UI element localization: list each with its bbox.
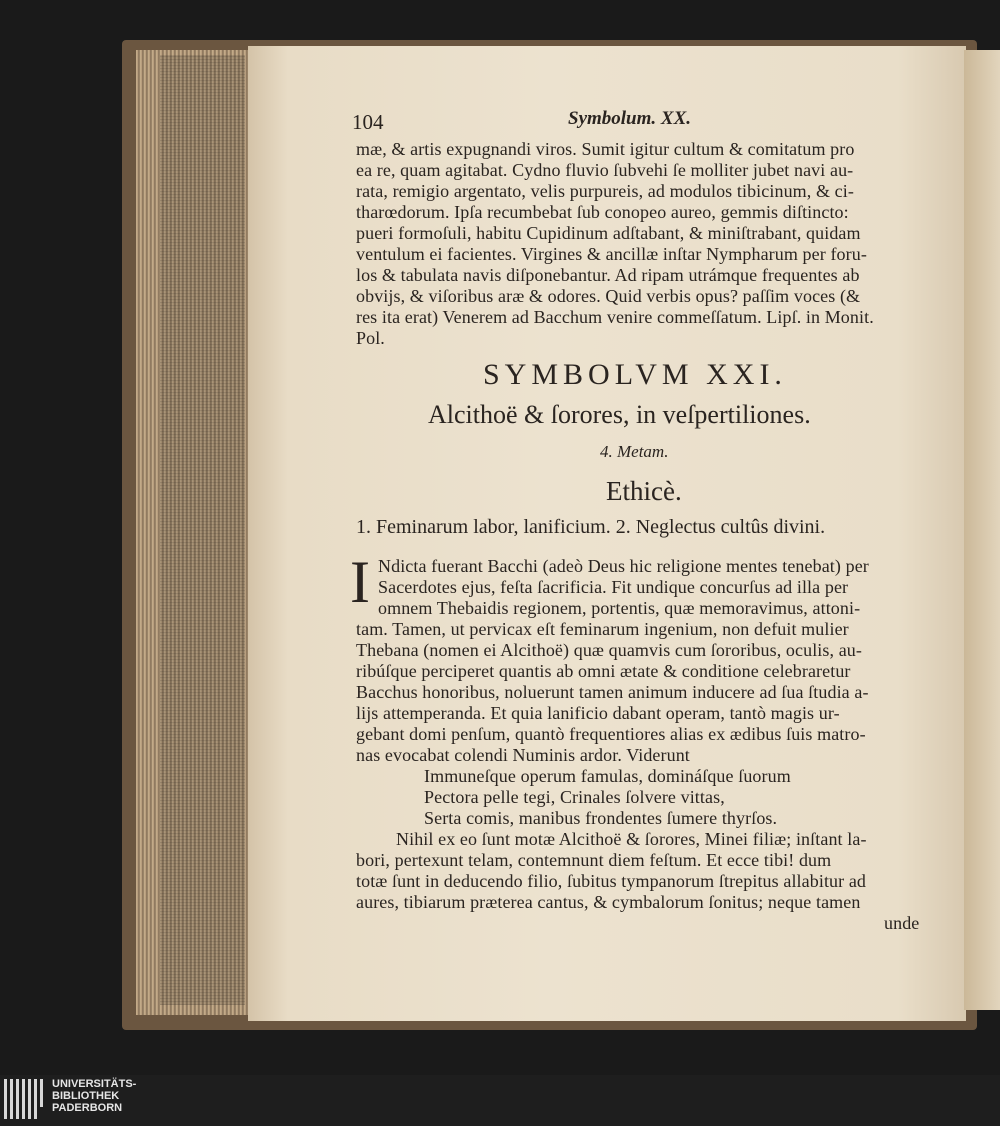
verse-line: Immuneſque operum famulas, domináſque ſuorum — [424, 766, 791, 786]
symbol-title: SYMBOLVM XXI. — [483, 358, 787, 391]
text-line: Pol. — [356, 328, 385, 348]
topic-points: 1. Feminarum labor, lanificium. 2. Neglectus cultûs divini. — [356, 516, 826, 538]
text-line: obvijs, & viſoribus aræ & odores. Quid verbis opus? paſſim voces (& — [356, 286, 861, 306]
symbol-subtitle: Alcithoë & ſorores, in veſpertiliones. — [428, 400, 811, 429]
catchword: unde — [884, 913, 920, 933]
logo-line: BIBLIOTHEK — [52, 1090, 120, 1102]
section-heading: Ethicè. — [606, 476, 682, 506]
text-line: totæ ſunt in deducendo filio, ſubitus tympanorum ſtrepitus allabitur ad — [356, 871, 867, 891]
logo-line: PADERBORN — [52, 1102, 123, 1114]
text-line: los & tabulata navis diſponebantur. Ad ripam utrámque frequentes ab — [356, 265, 860, 285]
text-line: tharœdorum. Ipſa recumbebat ſub conopeo aureo, gemmis diſtinctо: — [356, 202, 849, 222]
source-reference: 4. Metam. — [600, 442, 669, 461]
library-logo-icon — [4, 1079, 48, 1123]
facing-page-edge — [964, 50, 1000, 1010]
text-line: mæ, & artis expugnandi viros. Sumit igitur cultum & comitatum pro — [356, 139, 855, 159]
text-line: Nihil ex eo ſunt motæ Alcithoë & ſorores, Minei filiæ; inſtant la- — [396, 829, 867, 849]
text-line: ea re, quam agitabat. Cydno fluvio ſubvehi ſe molliter jubet navi au- — [356, 160, 854, 180]
library-logo-text — [52, 1078, 136, 1114]
text-line: rata, remigio argentato, velis purpureis, ad modulos tibicinum, & ci- — [356, 181, 854, 201]
running-title: Symbolum. XX. — [568, 108, 691, 129]
footer-bar — [0, 1075, 1000, 1126]
text-line: ventulum ei facientes. Virgines & ancillæ inſtar Nympharum per foru- — [356, 244, 867, 264]
text-line: Thebana (nomen ei Alcithoë) quæ quamvis cum ſororibus, oculis, au- — [356, 640, 862, 660]
text-line: res ita erat) Venerem ad Bacchum venire commeſſatum. Lipſ. in Monit. — [356, 307, 874, 327]
drop-cap: I — [350, 549, 370, 615]
text-line: Sacerdotes ejus, feſta ſacrificia. Fit undique concurſus ad illa per — [378, 577, 849, 597]
page-edge-shading — [160, 55, 245, 1005]
verse-line: Pectora pelle tegi, Crinales ſolvere vittas, — [424, 787, 725, 807]
text-line: ribúſque perciperet quantis ab omni ætate & conditione celebraretur — [356, 661, 851, 681]
verse-line: Serta comis, manibus frondentes ſumere thyrſos. — [424, 808, 778, 828]
page-number: 104 — [352, 110, 384, 134]
logo-line: UNIVERSITÄTS- — [52, 1078, 137, 1090]
text-line: aures, tibiarum præterea cantus, & cymbalorum ſonitus; neque tamen — [356, 892, 861, 912]
text-line: tam. Tamen, ut pervicax eſt feminarum ingenium, non defuit mulier — [356, 619, 849, 639]
text-line: omnem Thebaidis regionem, portentis, quæ memoravimus, attoni- — [378, 598, 861, 618]
text-line: nas evocabat colendi Numinis ardor. Viderunt — [356, 745, 690, 765]
text-line: pueri formoſuli, habitu Cupidinum adſtabant, & miniſtrabant, quidam — [356, 223, 861, 243]
text-line: gebant domi penſum, quantò frequentiores alias ex ædibus ſuis matro- — [356, 724, 866, 744]
text-line: bori, pertexunt telam, contemnunt diem feſtum. Et ecce tibi! dum — [356, 850, 832, 870]
text-line: Bacchus honoribus, noluerunt tamen animum inducere ad ſua ſtudia a- — [356, 682, 869, 702]
text-line: lijs attemperanda. Et quia lanificio dabant operam, tantò magis ur- — [356, 703, 840, 723]
text-line: Ndicta fuerant Bacchi (adeò Deus hic religione mentes tenebat) per — [378, 556, 869, 576]
